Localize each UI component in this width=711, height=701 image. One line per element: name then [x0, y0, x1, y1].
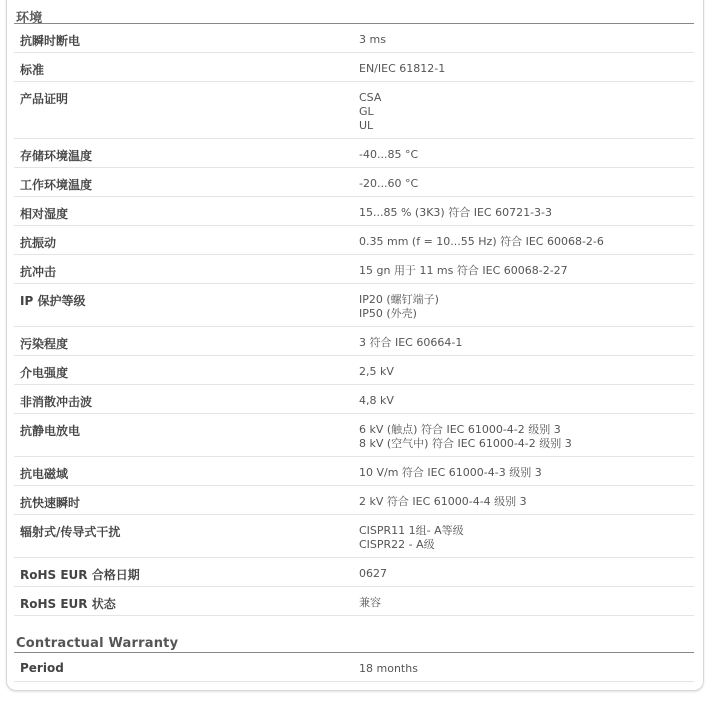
spec-value-line: GL: [359, 105, 374, 118]
warranty-spec-table: [14, 653, 694, 682]
spec-value-line: IP20 (螺钉端子): [359, 293, 439, 306]
spec-label: 抗冲击: [20, 265, 57, 279]
spec-value-line: 3 ms: [359, 33, 386, 46]
spec-value-line: 3 符合 IEC 60664-1: [359, 336, 463, 349]
spec-value: [359, 235, 604, 249]
spec-value: [359, 596, 381, 610]
spec-value: [359, 33, 386, 47]
spec-value-line: CISPR22 - A级: [359, 538, 435, 551]
spec-label: RoHS EUR 状态: [20, 597, 116, 611]
spec-value: [359, 495, 527, 509]
spec-label: 抗电磁域: [20, 467, 69, 481]
spec-value-line: 6 kV (触点) 符合 IEC 61000-4-2 级别 3: [359, 423, 561, 436]
spec-value-line: -20...60 °C: [359, 177, 419, 190]
environment-spec-table: [14, 24, 694, 616]
spec-row: [14, 356, 694, 385]
spec-label: 介电强度: [20, 366, 69, 380]
spec-value: [359, 524, 464, 552]
spec-value: [359, 62, 445, 76]
spec-row: [14, 284, 694, 327]
spec-value-line: CSA: [359, 91, 382, 104]
spec-row: [14, 82, 694, 139]
spec-value-line: -40...85 °C: [359, 148, 419, 161]
spec-label: 存储环境温度: [20, 149, 93, 163]
spec-row: [14, 168, 694, 197]
spec-value: [359, 336, 462, 350]
spec-row: [14, 558, 694, 587]
spec-value: [359, 567, 387, 581]
spec-value-line: 0627: [359, 567, 387, 580]
spec-label: IP 保护等级: [20, 294, 86, 308]
spec-label: 工作环境温度: [20, 178, 93, 192]
spec-row: [14, 255, 694, 284]
spec-value-line: 兼容: [359, 596, 381, 609]
spec-value-line: 15 gn 用于 11 ms 符合 IEC 60068-2-27: [359, 264, 568, 277]
spec-row: [14, 486, 694, 515]
spec-value: [359, 91, 381, 133]
spec-label: 非消散冲击波: [20, 395, 93, 409]
spec-row: [14, 414, 694, 457]
spec-row: [14, 197, 694, 226]
spec-label: 相对湿度: [20, 207, 69, 221]
spec-row: [14, 139, 694, 168]
spec-value-line: 15...85 % (3K3) 符合 IEC 60721-3-3: [359, 206, 553, 219]
spec-row: [14, 327, 694, 356]
spec-value-line: 18 months: [359, 662, 418, 675]
spec-value: [359, 264, 568, 278]
spec-label: RoHS EUR 合格日期: [20, 568, 140, 582]
spec-label: 产品证明: [20, 92, 69, 106]
spec-label: 抗快速瞬时: [20, 496, 81, 510]
spec-value: [359, 466, 542, 480]
spec-label: 抗振动: [20, 236, 57, 250]
spec-value-line: CISPR11 1组- A等级: [359, 524, 464, 537]
spec-value: [359, 206, 552, 220]
spec-value: [359, 394, 394, 408]
section-title-contractual-warranty: Contractual Warranty: [16, 636, 179, 651]
spec-value-line: 4,8 kV: [359, 394, 394, 407]
section-title-environment: 环境: [16, 11, 43, 26]
spec-row: [14, 653, 694, 682]
spec-row: [14, 24, 694, 53]
spec-value-line: UL: [359, 119, 374, 132]
spec-label: 标准: [20, 63, 45, 77]
spec-value: [359, 662, 418, 676]
spec-row: [14, 53, 694, 82]
spec-value-line: 0.35 mm (f = 10...55 Hz) 符合 IEC 60068-2-6: [359, 235, 604, 248]
spec-value: [359, 148, 418, 162]
spec-value: [359, 365, 394, 379]
spec-label: 抗静电放电: [20, 424, 81, 438]
spec-value-line: 2,5 kV: [359, 365, 394, 378]
spec-value-line: 10 V/m 符合 IEC 61000-4-3 级别 3: [359, 466, 542, 479]
spec-label: 抗瞬时断电: [20, 34, 81, 48]
spec-row: [14, 515, 694, 558]
spec-value-line: 8 kV (空气中) 符合 IEC 61000-4-2 级别 3: [359, 437, 572, 450]
spec-label: Period: [20, 661, 64, 675]
spec-value-line: 2 kV 符合 IEC 61000-4-4 级别 3: [359, 495, 527, 508]
spec-row: [14, 587, 694, 616]
spec-value-line: IP50 (外壳): [359, 307, 417, 320]
spec-label: 污染程度: [20, 337, 69, 351]
spec-value: [359, 177, 418, 191]
spec-row: [14, 385, 694, 414]
spec-row: [14, 226, 694, 255]
spec-value: [359, 423, 572, 451]
spec-value: [359, 293, 439, 321]
spec-value-line: EN/IEC 61812-1: [359, 62, 446, 75]
spec-row: [14, 457, 694, 486]
spec-label: 辐射式/传导式干扰: [20, 525, 121, 539]
